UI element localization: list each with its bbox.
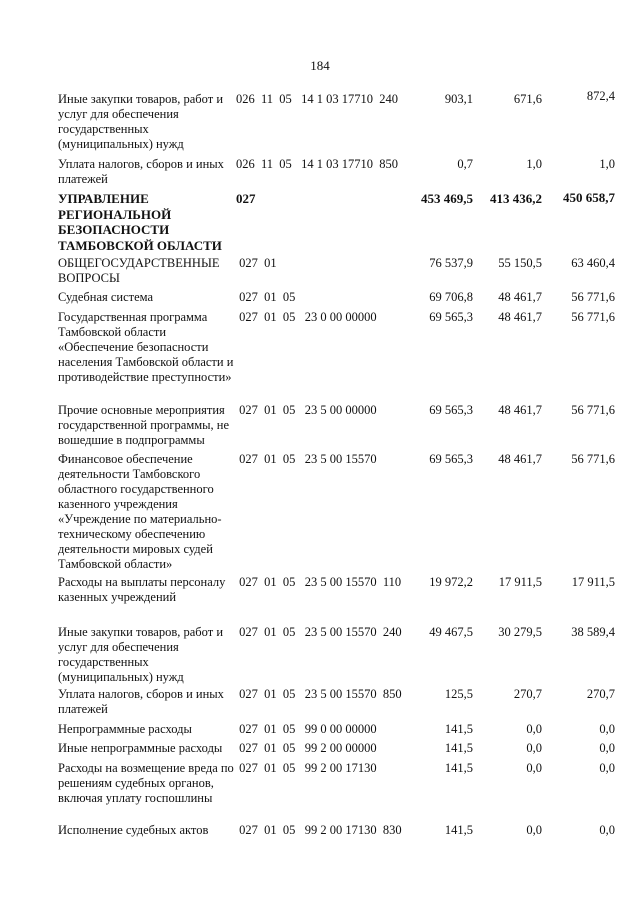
row-name: Иные закупки товаров, работ и услуг для обеспечения государственных (муниципальных) нужд	[58, 625, 224, 684]
row-value-3: 0,0	[599, 741, 615, 755]
row-code: 027 01 05 23 5 00 15570 850	[236, 687, 402, 701]
row-code: 027 01 05 99 2 00 17130 830	[236, 823, 402, 837]
row-value-2: 0,0	[526, 741, 542, 755]
row-name: Иные непрограммные расходы	[58, 741, 223, 755]
row-value-2: 17 911,5	[498, 575, 542, 589]
row-name: УПРАВЛЕНИЕ РЕГИОНАЛЬНОЙ БЕЗОПАСНОСТИ ТАМБОВСКОЙ ОБЛАСТИ	[58, 191, 222, 253]
row-value-3: 56 771,6	[571, 403, 615, 417]
row-code: 027 01 05 23 5 00 15570	[236, 452, 377, 466]
row-name: Расходы на возмещение вреда по решениям судебных органов, включая уплату госпошлины	[58, 761, 234, 805]
row-name: Уплата налогов, сборов и иных платежей	[58, 687, 224, 716]
row-name: Исполнение судебных актов	[58, 823, 209, 837]
row-value-1: 69 565,3	[429, 403, 473, 417]
row-name: ОБЩЕГОСУДАРСТВЕННЫЕ ВОПРОСЫ	[58, 256, 220, 285]
row-value-1: 141,5	[444, 741, 473, 755]
row-value-1: 141,5	[444, 761, 473, 775]
row-value-3: 63 460,4	[571, 256, 615, 270]
row-value-3: 0,0	[599, 823, 615, 837]
row-code: 027 01 05 99 0 00 00000	[236, 722, 377, 736]
row-value-1: 125,5	[444, 687, 473, 701]
row-value-1: 69 565,3	[429, 310, 473, 324]
row-value-3: 17 911,5	[571, 575, 615, 589]
row-value-3: 56 771,6	[571, 452, 615, 466]
row-value-3: 1,0	[599, 157, 615, 171]
row-value-2: 0,0	[526, 722, 542, 736]
row-value-1: 19 972,2	[429, 575, 473, 589]
row-code: 027 01 05 99 2 00 00000	[236, 741, 377, 755]
row-name: Финансовое обеспечение деятельности Тамбовского областного государственного казенного учреждения «Учреждение по материально-техническому обеспечению деятельности мировых судей Тамбовской области»	[58, 452, 222, 571]
row-code: 027 01 05 23 5 00 15570 240	[236, 625, 402, 639]
row-name: Судебная система	[58, 290, 154, 304]
row-value-2: 1,0	[526, 157, 542, 171]
row-value-1: 903,1	[444, 92, 473, 106]
row-value-2: 30 279,5	[498, 625, 542, 639]
row-value-1: 453 469,5	[421, 191, 473, 206]
row-value-2: 671,6	[513, 92, 542, 106]
row-value-1: 141,5	[444, 823, 473, 837]
row-value-3: 56 771,6	[571, 310, 615, 324]
row-value-3: 270,7	[586, 687, 615, 701]
row-name: Государственная программа Тамбовской области «Обеспечение безопасности населения Тамбовской области и противодействие преступности»	[58, 310, 234, 384]
row-code: 027 01 05 23 5 00 15570 110	[236, 575, 402, 589]
row-value-2: 48 461,7	[498, 403, 542, 417]
row-value-2: 55 150,5	[498, 256, 542, 270]
row-value-1: 0,7	[457, 157, 473, 171]
row-value-3: 872,4	[586, 89, 615, 103]
row-value-2: 0,0	[526, 761, 542, 775]
row-code: 027 01	[236, 256, 277, 270]
row-value-2: 270,7	[513, 687, 542, 701]
row-name: Иные закупки товаров, работ и услуг для обеспечения государственных (муниципальных) нужд	[58, 92, 224, 151]
row-value-2: 48 461,7	[498, 310, 542, 324]
row-value-1: 76 537,9	[429, 256, 473, 270]
row-value-3: 56 771,6	[571, 290, 615, 304]
row-value-3: 0,0	[599, 761, 615, 775]
row-value-2: 413 436,2	[490, 191, 542, 206]
row-code: 027 01 05 23 5 00 00000	[236, 403, 377, 417]
row-value-1: 49 467,5	[429, 625, 473, 639]
row-name: Прочие основные мероприятия государственной программы, не вошедшие в подпрограммы	[58, 403, 230, 447]
row-name: Расходы на выплаты персоналу казенных учреждений	[58, 575, 226, 604]
row-code: 026 11 05 14 1 03 17710 850	[236, 157, 399, 171]
row-code: 027	[236, 191, 256, 206]
row-code: 026 11 05 14 1 03 17710 240	[236, 92, 399, 106]
row-value-3: 0,0	[599, 722, 615, 736]
row-value-3: 450 658,7	[563, 190, 615, 205]
row-code: 027 01 05 23 0 00 00000	[236, 310, 377, 324]
row-value-1: 141,5	[444, 722, 473, 736]
row-value-2: 48 461,7	[498, 290, 542, 304]
row-code: 027 01 05 99 2 00 17130	[236, 761, 377, 775]
row-name: Непрограммные расходы	[58, 722, 192, 736]
row-value-2: 48 461,7	[498, 452, 542, 466]
row-value-1: 69 565,3	[429, 452, 473, 466]
row-value-1: 69 706,8	[429, 290, 473, 304]
page-number: 184	[310, 58, 330, 73]
row-code: 027 01 05	[236, 290, 296, 304]
row-value-2: 0,0	[526, 823, 542, 837]
row-value-3: 38 589,4	[571, 625, 615, 639]
row-name: Уплата налогов, сборов и иных платежей	[58, 157, 224, 186]
